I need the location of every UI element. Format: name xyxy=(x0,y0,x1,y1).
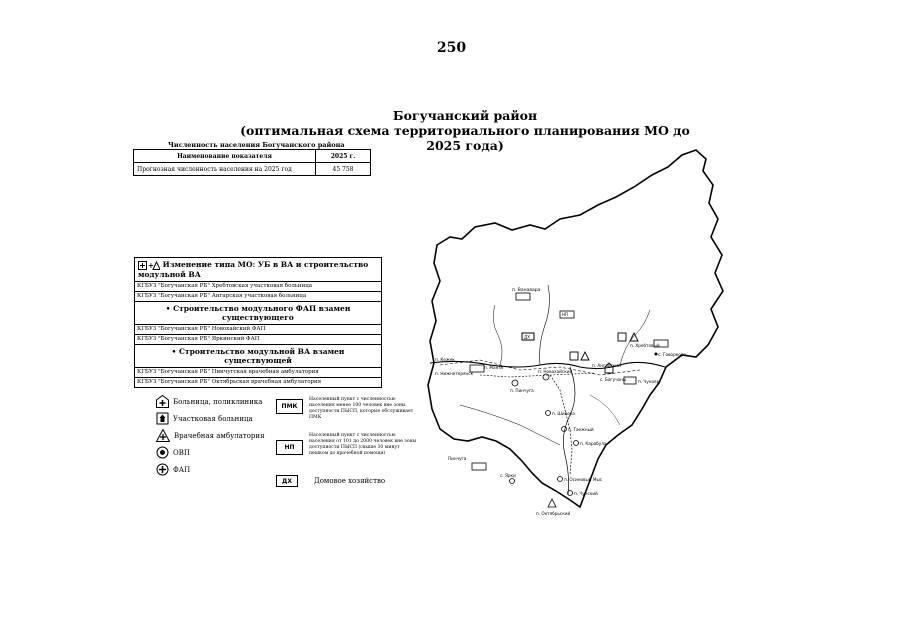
population-row-value: 45 758 xyxy=(316,163,371,176)
settlement-dot xyxy=(655,353,658,356)
population-table xyxy=(133,149,371,176)
svg-text:п. Нижнетерянск: п. Нижнетерянск xyxy=(435,371,474,376)
svg-text:НП: НП xyxy=(562,312,569,317)
changes-section-3-title: Строительство модульной ВА взамен существующей xyxy=(179,346,345,365)
settlement-vanavara xyxy=(512,287,541,300)
settlement-pinchug xyxy=(448,456,486,470)
road xyxy=(550,375,572,475)
dh-box: ДХ xyxy=(276,475,298,487)
settlement-shivera xyxy=(546,411,576,417)
district-hospital-icon xyxy=(156,412,169,425)
district-map xyxy=(420,145,725,520)
svg-text:п. Новохайский: п. Новохайский xyxy=(538,369,573,374)
changes-section-2-title: Строительство модульного ФАП взамен существующего xyxy=(173,303,351,322)
changes-item: КГБУЗ "Богучанская РБ" Октябрьская врачебная амбулатория xyxy=(135,377,382,387)
settlement-osinovy xyxy=(558,477,603,483)
svg-text:п. Ванавара: п. Ванавара xyxy=(512,288,541,293)
ambulatory-icon xyxy=(156,429,170,442)
hospital-to-ambulatory-icon xyxy=(138,261,160,270)
svg-text:п. Карабула: п. Карабула xyxy=(580,441,607,446)
svg-text:с. Ярки: с. Ярки xyxy=(500,473,516,478)
svg-text:+: + xyxy=(148,260,154,270)
settlement-angarsk xyxy=(570,352,621,368)
settlement-nizhnyaya xyxy=(435,357,474,376)
svg-text:п. Чунояр: п. Чунояр xyxy=(638,379,660,384)
svg-text:с. Говорково: с. Говорково xyxy=(658,352,686,357)
svg-text:п. Октябрьский: п. Октябрьский xyxy=(536,511,571,516)
dh-description: Домовое хозяйство xyxy=(314,477,386,485)
settlement-khrebtovy xyxy=(618,333,668,348)
svg-text:п. Ангарский: п. Ангарский xyxy=(592,363,621,368)
changes-section-1-title: Изменение типа МО: УБ в ВА и строительство модульной ВА xyxy=(138,260,369,279)
fap-icon xyxy=(558,477,563,482)
changes-item: КГБУЗ "Богучанская РБ" Хребтовская участковая больница xyxy=(135,281,382,291)
hospital-icon xyxy=(156,395,169,408)
angara-river xyxy=(430,361,665,368)
population-col-year: 2025 г. xyxy=(316,150,371,163)
changes-item: КГБУЗ "Богучанская РБ" Пинчугская врачебная амбулатория xyxy=(135,367,382,377)
changes-section-2 xyxy=(135,301,382,324)
population-caption: Численность населения Богучанского района xyxy=(168,141,345,149)
bullet-icon: • xyxy=(165,303,174,313)
fap-icon xyxy=(543,374,549,380)
legend-district-hospital: Участковая больница xyxy=(156,412,253,425)
fap-icon xyxy=(574,441,579,446)
svg-text:п. Чунский: п. Чунский xyxy=(574,491,598,496)
ambulatory-icon xyxy=(548,499,556,507)
svg-text:п. Таежный: п. Таежный xyxy=(568,427,594,432)
pmk-box: ПМК xyxy=(276,399,303,414)
settlement-oktyabrsky xyxy=(536,499,570,516)
svg-text:Пинчуга: Пинчуга xyxy=(448,456,467,461)
district-hospital-icon xyxy=(618,333,626,341)
changes-item: КГБУЗ "Богучанская РБ" Новохайский ФАП xyxy=(135,324,382,334)
np-description: Населенный пункт с численностью населения от 101 до 2000 человек вне зоны доступности ПЫСП (свыше 30 минут пешком до врачебной помощи) xyxy=(309,433,417,456)
legend-ambulatory: Врачебная амбулатория xyxy=(156,429,264,442)
changes-table xyxy=(134,257,382,388)
fap-icon xyxy=(156,463,169,476)
map-subtitle: (оптимальная схема территориального планирования МО до 2025 года) xyxy=(240,123,690,153)
district-boundary xyxy=(428,150,723,507)
settlement-vaniy xyxy=(560,311,574,318)
svg-text:п. Осиновый Мыс: п. Осиновый Мыс xyxy=(564,477,603,482)
changes-item: КГБУЗ "Богучанская РБ" Яркинский ФАП xyxy=(135,334,382,344)
svg-text:п. Кежек: п. Кежек xyxy=(435,357,455,362)
ambulatory-icon xyxy=(581,352,589,360)
svg-text:ДХ: ДХ xyxy=(524,334,530,340)
np-box: НП xyxy=(276,440,303,455)
changes-section-3 xyxy=(135,344,382,367)
fap-icon xyxy=(546,411,551,416)
river xyxy=(620,310,650,365)
pmk-description: Населенный пункт с численностью населения менее 100 человек вне зоны доступности ПЫСП, которые обслуживает ПМК xyxy=(309,397,414,420)
legend-fap: ФАП xyxy=(156,463,190,476)
page-number: 250 xyxy=(436,40,467,56)
ovp-icon xyxy=(156,446,169,459)
fap-icon xyxy=(562,427,567,432)
map-title: Богучанский район xyxy=(392,108,538,123)
settlement-tayozhny xyxy=(562,427,594,433)
district-hospital-icon xyxy=(570,352,578,360)
river xyxy=(493,305,502,365)
svg-text:п. Пинчуга: п. Пинчуга xyxy=(510,388,534,393)
settlement-chunoyar xyxy=(624,377,660,384)
settlement-karabula xyxy=(574,441,607,447)
settlement-chunsky xyxy=(568,491,599,497)
legend-hospital: Больница, поликлиника xyxy=(156,395,262,408)
ovp-icon xyxy=(512,380,518,386)
population-row-label: Прогнозная численность населения на 2025 год xyxy=(134,163,316,176)
settlement-keta xyxy=(522,333,534,340)
changes-item: КГБУЗ "Богучанская РБ" Ангарская участковая больница xyxy=(135,291,382,301)
svg-text:с. Богучаны: с. Богучаны xyxy=(600,377,627,382)
settlement-govorkovo xyxy=(655,352,687,357)
changes-section-1 xyxy=(135,258,382,282)
river xyxy=(590,395,620,425)
settlement-pinchuga xyxy=(510,380,534,393)
svg-text:п. Хребтовый: п. Хребтовый xyxy=(630,343,660,348)
river xyxy=(540,285,550,365)
np-marker xyxy=(472,463,486,470)
settlement-manzya xyxy=(470,365,504,372)
svg-text:п. Шивера: п. Шивера xyxy=(552,411,575,416)
settlement-yarkino xyxy=(500,473,516,484)
svg-text:п. Манзя: п. Манзя xyxy=(484,365,504,370)
bullet-icon: • xyxy=(171,346,180,356)
fap-icon xyxy=(510,479,515,484)
legend-ovp: ОВП xyxy=(156,446,190,459)
population-col-name: Наименование показателя xyxy=(134,150,316,163)
np-marker xyxy=(516,293,530,300)
